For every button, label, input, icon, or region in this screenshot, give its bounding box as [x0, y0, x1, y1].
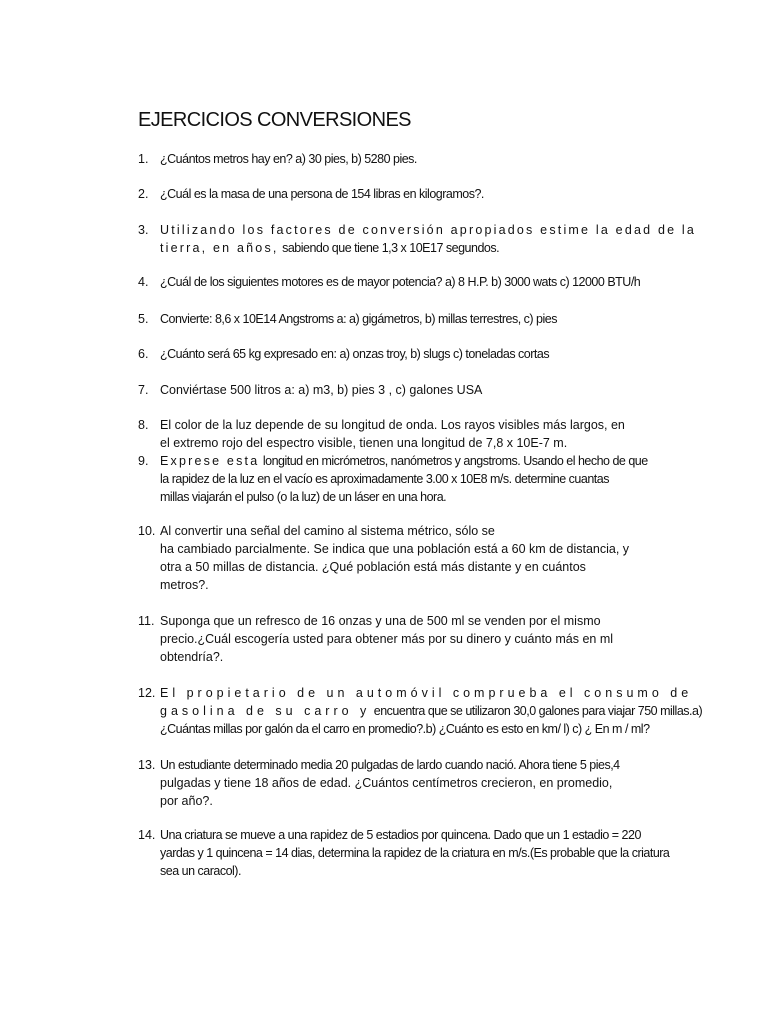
item-number: 13. — [138, 758, 156, 772]
item-text: ¿Cuántos metros hay en? a) 30 pies, b) 5280 pies. — [160, 152, 417, 166]
item-text: sabiendo que tiene 1,3 x 10E17 segundos. — [282, 241, 500, 255]
item-number: 3. — [138, 223, 149, 237]
item-text: ¿Cuál es la masa de una persona de 154 libras en kilogramos?. — [160, 187, 484, 201]
item-text: ¿Cuánto será 65 kg expresado en: a) onzas troy, b) slugs c) toneladas cortas — [160, 347, 550, 361]
item-number: 6. — [138, 347, 149, 361]
item-text: el extremo rojo del espectro visible, tienen una longitud de 7,8 x 10E-7 m. — [160, 436, 568, 450]
item-text: sea un caracol). — [160, 864, 241, 878]
page-title: EJERCICIOS CONVERSIONES — [138, 109, 411, 131]
item-text: gasolina de su carro y — [160, 704, 371, 718]
item-text: ¿Cuántas millas por galón da el carro en promedio?.b) ¿Cuánto es esto en km/ l) c) ¿ En m / ml? — [160, 722, 650, 736]
item-text: Utilizando los factores de conversión apropiados estime la edad de la — [160, 223, 697, 237]
item-text: Una criatura se mueve a una rapidez de 5 estadios por quincena. Dado que un 1 estadio = 220 — [160, 828, 641, 842]
item-text: longitud en micrómetros, nanómetros y angstroms. Usando el hecho de que — [262, 454, 648, 468]
item-number: 2. — [138, 187, 149, 201]
item-text: encuentra que se utilizaron 30,0 galones para viajar 750 millas.a) — [373, 704, 703, 718]
item-text: precio.¿Cuál escogería usted para obtener más por su dinero y cuánto más en ml — [160, 632, 614, 646]
item-text: Suponga que un refresco de 16 onzas y una de 500 ml se venden por el mismo — [160, 614, 601, 628]
item-text: Convierte: 8,6 x 10E14 Angstroms a: a) gigámetros, b) millas terrestres, c) pies — [160, 312, 557, 326]
item-text: ha cambiado parcialmente. Se indica que una población está a 60 km de distancia, y — [160, 542, 630, 556]
item-number: 5. — [138, 312, 149, 326]
item-number: 11. — [138, 614, 155, 628]
item-text: El propietario de un automóvil comprueba el consumo de — [160, 686, 693, 700]
item-number: 9. — [138, 454, 149, 468]
item-text: obtendría?. — [160, 650, 224, 664]
item-text: Un estudiante determinado media 20 pulgadas de lardo cuando nació. Ahora tiene 5 pies,4 — [160, 758, 620, 772]
item-text: la rapidez de la luz en el vacío es aproximadamente 3.00 x 10E8 m/s. determine cuantas — [160, 472, 609, 486]
item-text: Conviértase 500 litros a: a) m3, b) pies 3 , c) galones USA — [160, 383, 483, 397]
item-number: 8. — [138, 418, 149, 432]
item-number: 12. — [138, 686, 156, 700]
item-text: yardas y 1 quincena = 14 dias, determina la rapidez de la criatura en m/s.(Es probable que la criatura — [160, 846, 670, 860]
item-text: El color de la luz depende de su longitud de onda. Los rayos visibles más largos, en — [160, 418, 625, 432]
item-text: metros?. — [160, 578, 209, 592]
item-text: ¿Cuál de los siguientes motores es de mayor potencia? a) 8 H.P. b) 3000 wats c) 12000 BTU/h — [160, 275, 641, 289]
item-text: tierra, en años, — [160, 241, 279, 255]
item-text: por año?. — [160, 794, 213, 808]
item-number: 1. — [138, 152, 149, 166]
item-number: 4. — [138, 275, 149, 289]
item-text: Al convertir una señal del camino al sistema métrico, sólo se — [160, 524, 495, 538]
item-text: Exprese esta — [160, 454, 260, 468]
item-number: 14. — [138, 828, 156, 842]
item-number: 10. — [138, 524, 156, 538]
item-text: otra a 50 millas de distancia. ¿Qué población está más distante y en cuántos — [160, 560, 586, 574]
item-number: 7. — [138, 383, 149, 397]
item-text: millas viajarán el pulso (o la luz) de un láser en una hora. — [160, 490, 447, 504]
item-text: pulgadas y tiene 18 años de edad. ¿Cuántos centímetros crecieron, en promedio, — [160, 776, 613, 790]
